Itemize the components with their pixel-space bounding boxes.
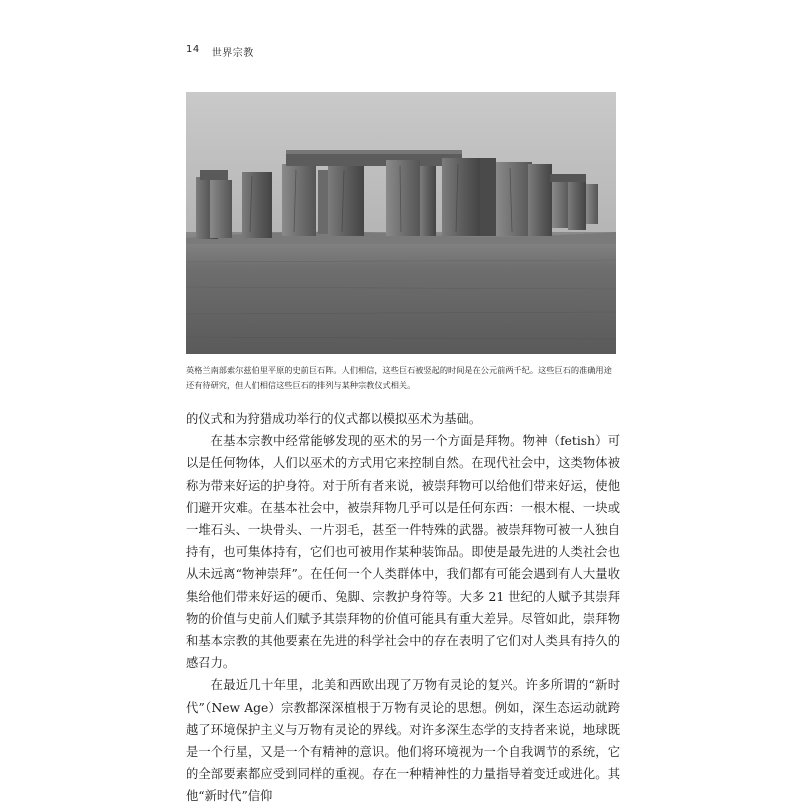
paragraph: 在最近几十年里，北美和西欧出现了万物有灵论的复兴。许多所谓的“新时代”（New Age）宗教都深深植根于万物有灵论的思想。例如，深生态运动就跨越了环境保护主义与万物有灵论的界线。对许多深生态学的支持者来说，地球既是一个行星，又是一个有精神的意识。他们将环境视为一个自我调节的系统，它的全部要素都应受到同样的重视。存在一种精神性的力量指导着变迁或进化。其他“新时代”信仰 [186, 678, 620, 804]
running-header [186, 44, 254, 59]
page-number: 14 [186, 44, 200, 55]
book-title: 世界宗教 [211, 48, 254, 59]
figure-caption: 英格兰南部索尔兹伯里平原的史前巨石阵。人们相信，这些巨石被竖起的时间是在公元前两千纪。这些巨石的准确用途还有待研究，但人们相信这些巨石的排列与某种宗教仪式相关。 [186, 365, 612, 390]
paragraph: 在基本宗教中经常能够发现的巫术的另一个方面是拜物。物神（fetish）可以是任何物体，人们以巫术的方式用它来控制自然。在现代社会中，这类物体被称为带来好运的护身符。对于所有者来说，被崇拜物可以给他们带来好运，使他们避开灾难。在基本社会中，被崇拜物几乎可以是任何东西：一根木棍、一块或一堆石头、一块骨头、一片羽毛，甚至一件特殊的武器。被崇拜物可被一人独自持有，也可集体持有，它们也可被用作某种装饰品。即使是最先进的人类社会也从未远离“物神崇拜”。在任何一个人类群体中，我们都有可能会遇到有人大量收集给他们带来好运的硬币、兔脚、宗教护身符等。大多 21 世纪的人赋予其崇拜物的价值与史前人们赋予其崇拜物的价值可能具有重大差异。尽管如此，崇拜物和基本宗教的其他要素在先进的科学社会中的存在表明了它们对人类具有持久的感召力。 [186, 434, 620, 671]
stonehenge-illustration [186, 92, 616, 354]
paragraph: 的仪式和为狩猎成功举行的仪式都以模拟巫术为基础。 [186, 412, 482, 426]
stonehenge-photo [186, 92, 616, 354]
body-text [186, 408, 620, 808]
